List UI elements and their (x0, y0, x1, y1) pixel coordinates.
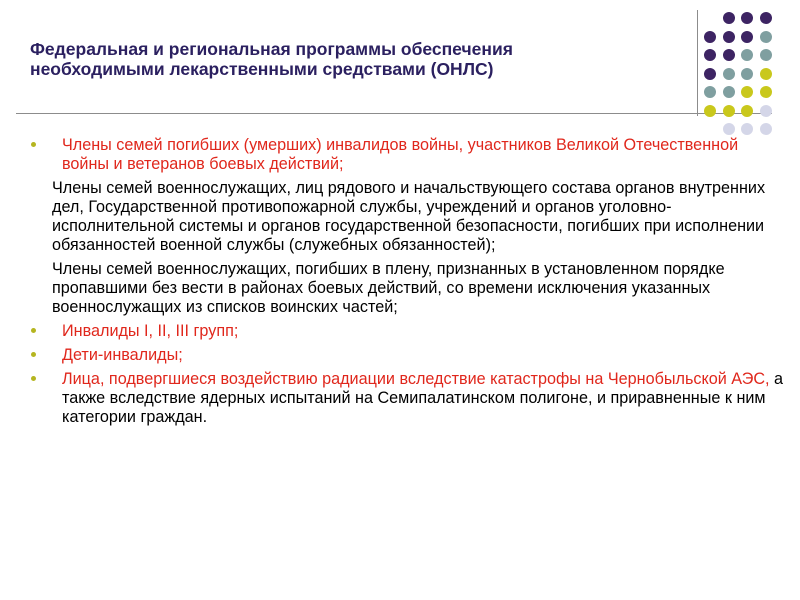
decorative-dot (760, 12, 772, 24)
bullet-icon (31, 142, 36, 147)
slide-title-line-1: Федеральная и региональная программы обеспечения (30, 39, 513, 59)
list-item-text-red: Лица, подвергшиеся воздействию радиации вследствие катастрофы на Чернобыльской АЭС, (62, 370, 770, 388)
decorative-dot (704, 49, 716, 61)
list-item-text: Инвалиды I, II, III групп; (62, 322, 239, 340)
decorative-dot (723, 86, 735, 98)
decorative-dot (760, 123, 772, 135)
decorative-dot (704, 68, 716, 80)
decorative-dot (741, 123, 753, 135)
decorative-dot (741, 49, 753, 61)
decorative-dot-grid (0, 0, 800, 140)
decorative-dot (723, 123, 735, 135)
decorative-dot (741, 31, 753, 43)
decorative-dot (741, 68, 753, 80)
slide-content (24, 136, 784, 432)
list-item-2 (24, 179, 784, 255)
decorative-dot (704, 31, 716, 43)
list-item-3 (24, 260, 784, 317)
bullet-icon (31, 376, 36, 381)
decorative-dot (741, 105, 753, 117)
decorative-dot (723, 12, 735, 24)
decorative-dot (704, 105, 716, 117)
decorative-dot (723, 31, 735, 43)
decorative-dot (741, 86, 753, 98)
slide-title-line-2: необходимыми лекарственными средствами (ОНЛС) (30, 59, 494, 79)
decorative-dot (760, 105, 772, 117)
decorative-dot (704, 86, 716, 98)
bullet-icon (31, 328, 36, 333)
list-item-text: Члены семей погибших (умерших) инвалидов войны, участников Великой Отечественной войны и ветеранов боевых действий; (62, 136, 739, 173)
bullet-icon (31, 352, 36, 357)
decorative-dot (760, 68, 772, 80)
list-item-1 (24, 136, 784, 174)
decorative-dot (723, 49, 735, 61)
list-item-text: Члены семей военнослужащих, погибших в плену, признанных в установленном порядке пропавшими без вести в районах боевых действий, со времени исключения указанных военнослужащих из списков воинских частей; (52, 260, 725, 316)
decorative-dot (760, 31, 772, 43)
decorative-dot (741, 12, 753, 24)
list-item-text-black: а также вследствие ядерных испытаний на Семипалатинском полигоне, и приравненные к ним категории граждан. (62, 370, 784, 426)
decorative-dot (760, 49, 772, 61)
decorative-dot (723, 68, 735, 80)
decorative-dot (723, 105, 735, 117)
list-item-4 (24, 322, 784, 341)
list-item-5 (24, 346, 784, 365)
list-item-text: Дети-инвалиды; (62, 346, 183, 364)
list-item-text: Члены семей военнослужащих, лиц рядового и начальствующего состава органов внутренних дел, Государственной противопожарной службы, учреждений и органов уголовно-исполнительной системы и органов государственной безопасности, погибших при исполнении обязанностей военной службы (служебных обязанностей); (52, 179, 766, 254)
list-item-6 (24, 370, 784, 427)
list-item-text (24, 370, 784, 427)
decorative-dot (760, 86, 772, 98)
